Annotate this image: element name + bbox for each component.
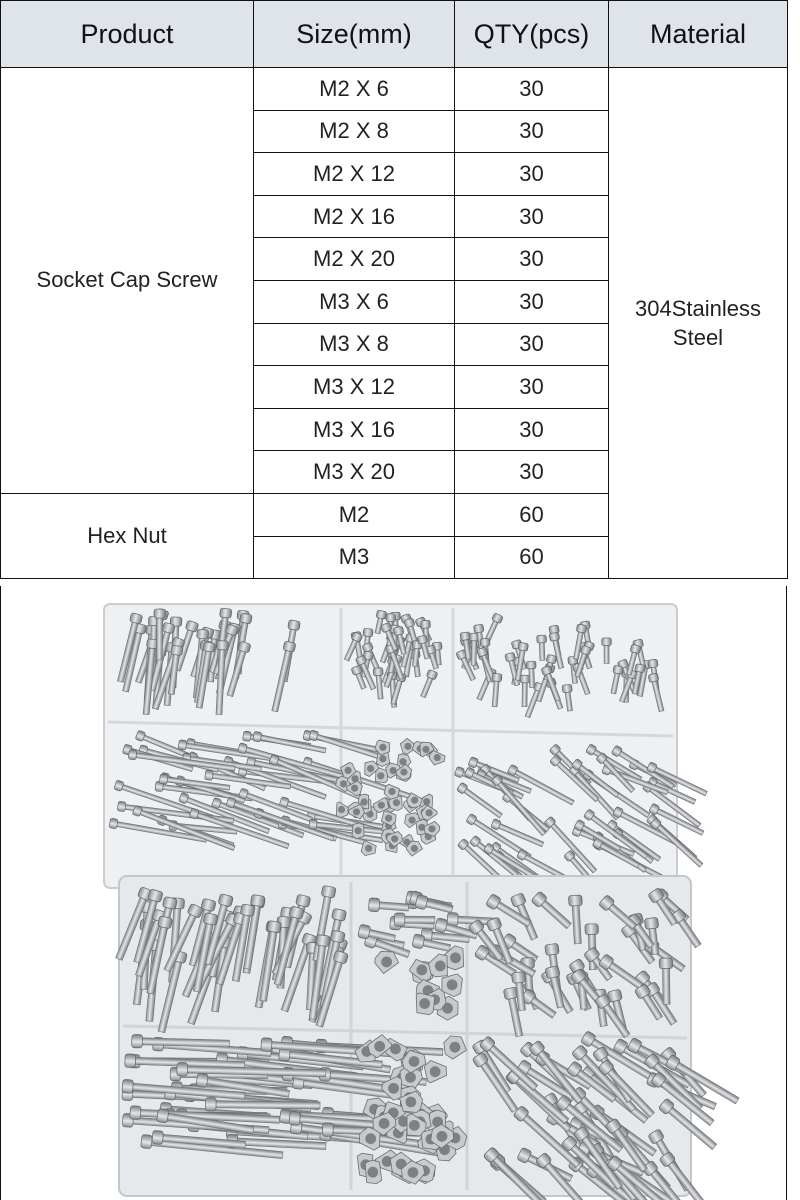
screw-kit-photo: [1, 586, 787, 1200]
size-cell: M2 X 16: [254, 195, 455, 238]
qty-cell: 30: [455, 451, 609, 494]
material-line-1: 304Stainless: [635, 296, 761, 322]
product-cell-socket-cap-screw: Socket Cap Screw: [1, 68, 254, 494]
storage-case-front: [113, 876, 741, 1200]
qty-cell: 30: [455, 238, 609, 281]
qty-cell: 30: [455, 153, 609, 196]
size-cell: M3 X 8: [254, 323, 455, 366]
qty-cell: 30: [455, 408, 609, 451]
size-cell: M3: [254, 536, 455, 579]
qty-cell: 60: [455, 493, 609, 536]
size-cell: M2 X 12: [254, 153, 455, 196]
size-cell: M3 X 20: [254, 451, 455, 494]
qty-cell: 30: [455, 366, 609, 409]
table-row: [1, 68, 788, 111]
header-size: Size(mm): [254, 1, 455, 68]
spec-table: [0, 0, 788, 579]
product-photo: [0, 586, 787, 1200]
material-line-2: Steel: [672, 325, 724, 351]
header-row: [1, 1, 788, 68]
product-cell-hex-nut: Hex Nut: [1, 493, 254, 578]
size-cell: M3 X 12: [254, 366, 455, 409]
header-product: Product: [1, 1, 254, 68]
qty-cell: 30: [455, 68, 609, 111]
material-cell: [609, 68, 788, 579]
qty-cell: 30: [455, 195, 609, 238]
qty-cell: 60: [455, 536, 609, 579]
size-cell: M2 X 20: [254, 238, 455, 281]
qty-cell: 30: [455, 323, 609, 366]
qty-cell: 30: [455, 110, 609, 153]
size-cell: M3 X 16: [254, 408, 455, 451]
header-qty: QTY(pcs): [455, 1, 609, 68]
hex-nut-icon: [416, 993, 435, 1015]
size-cell: M2 X 6: [254, 68, 455, 111]
hex-nut-icon: [352, 823, 364, 839]
hex-nut-icon: [365, 1160, 382, 1183]
size-cell: M2: [254, 493, 455, 536]
size-cell: M3 X 6: [254, 280, 455, 323]
qty-cell: 30: [455, 280, 609, 323]
storage-case-back: [104, 604, 708, 909]
size-cell: M2 X 8: [254, 110, 455, 153]
header-material: Material: [609, 1, 788, 68]
